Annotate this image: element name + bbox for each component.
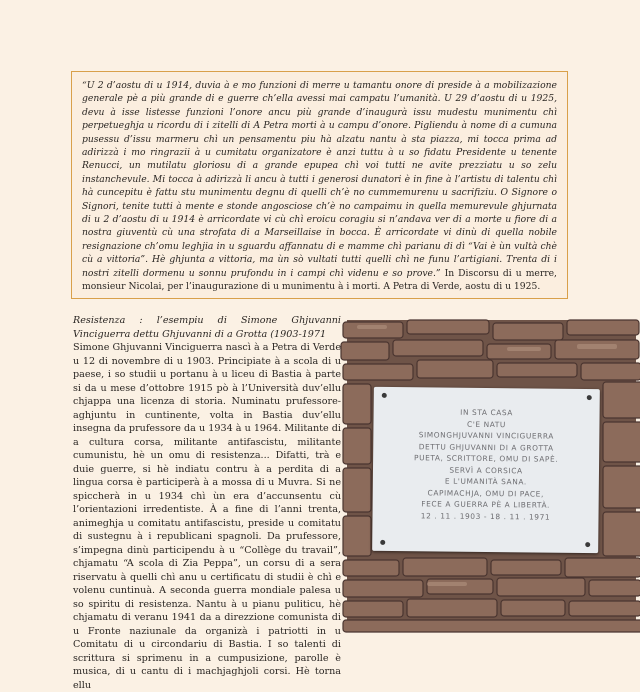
memorial-plaque [372,387,600,553]
screw-icon [585,542,590,547]
article-column [73,314,341,692]
plaque-line: PUETA, SCRITTORE, OMU DI SAPÈ. [413,453,559,464]
quote-box [71,71,568,299]
screw-icon [587,395,592,400]
speech-quote: “U 2 d’aostu di u 1914, duvia à e mo funzioni di merre u tamantu onore di preside à a mobilizazione generale pè a più grande di e guerre ch’ella avessi mai campatu l’umanità. U 29 d’aostu di u 1925, devu à isse listesse funzioni l’onore ancu più grande d’inaugurà issu mudestu munimentu chì perpetueghja u ricordu di i zitelli di A Petra morti à u campu d’onore. Pigliendu à nome di a cumuna pusessu d’issu marmeru chì un pensamentu piu hà alzatu nantu à sta piazza, mi tocca prima ad adirizzà i mo ringrazii à u cumitatu organizatore è anzi tuttu à u so fidatu Presidente u tenente Renucci, un mutilatu gloriosu di a grande epupea chì voi tutti ne avite prezziatu u so zelu instanchevule. Mi tocca à adirizzà li ancu à tutti i generosi dunatori è in fine à l’artistu di talentu chì hà cuncepitu è fattu stu munimentu degnu di quelli ch’è no cummemurenu u sacrifiziu. O Signore o Signori, tenite tutti à mente e stonde angosciose ch’è no campaimu in quella memurevule ghjurnata di u 2 d’aostu di u 1914 è arricordate vi cù chì eroicu coragiu si n’andava ver di a morte u fiore di a nostra giuventù cù una strofata di a Marseillaise in bocca. È arricordate vi dinù di quella nobile resignazione ch’omu leghjia in u sguardu affannatu di e mamme chì parianu di dì “Vai è ùn vultà chè cù a vittoria”. Hè ghjunta a vittoria, ma ùn sò vultati tutti quelli chì ne funu l’artigiani. Trenta di i nostri zitelli dormenu u sonnu prufondu in i campi chì videnu e so prove.” [82,80,557,279]
plaque-line: C'E NATU [466,419,506,429]
plaque-photo [347,320,636,627]
plaque-line: CAPIMACHJA, OMU DI PACE, [427,487,544,499]
screw-icon [382,393,387,398]
plaque-line: SIMONGHJUVANNI VINCIGUERRA [418,430,555,441]
section-heading: Resistenza : l’esempiu di Simone Ghjuvanni Vinciguerra dettu Ghjuvanni di a Grotta (1903-1971 [73,315,341,340]
article-body: Simone Ghjuvanni Vinciguerra nascì à a Petra di Verde u 12 di novembre di u 1903. Principiate à a scola di u paese, i so studii u portanu à u liceu di Bastia à parte si da u mese d’ottobre 1915 pò à l’Università duv’ellu chjappa una licenza di storia. Numinatu prufessore-aghjuntu in cuntinente, volta in Bastia duv’ellu insegna da prufessore da u 1934 à u 1964. Militante di a cultura corsa, militante antifascistu, militante cumunistu, hè un omu di resistenza... Difatti, trà e duie guerre, si hè indiatu contru à a perdita di a lingua corsa è participerà à a mossa di u Muvra. Si ne spiccherà in u 1934 chì ùn era d’accunsentu cù l’orientazioni irredentiste. À a fine di l’anni trenta, animeghja u comitatu antifascistu, preside u comitatu di sustegnu à i republicani spagnoli. Da prufessore, s’impegna dinù participendu à u “Collège du travail”, chjamatu “A scola di Zia Peppa”, un corsu di a sera riservatu à quelli chì anu u certificatu di studii è chì e volenu cuntinuà. A seconda guerra mondiale palesa u so spiritu di resistenza. Nantu à u pianu puliticu, hè chjamatu di veranu 1941 da a direzzione comunista di u Fronte naziunale da organizà i patriotti in u Comitatu di u circondariu di Bastia. I so talenti di scrittura si sprimenu in a cumpusizione, parolle è musica, di u cantu di i machjaghjoli corsi. Hè torna ellu [73,342,341,691]
plaque-line: 12 . 11 . 1903 - 18 . 11 . 1971 [420,510,551,522]
plaque-line: SERVÌ A CORSICA [449,465,523,475]
plaque-line: DETTU GHJUVANNI DI A GROTTA [418,441,554,453]
plaque-line: E L'UMANITÀ SANA. [444,476,527,487]
screw-icon [380,540,385,545]
plaque-line: IN STA CASA [460,407,514,418]
plaque-line: FECE A GUERRA PÈ A LIBERTÀ. [421,499,550,510]
speech-source: In Discorsu di u merre, monsieur Nicolai, per l’inaugurazione di u munimentu à i morti. A Petra di Verde, aostu di u 1925. [82,267,557,293]
